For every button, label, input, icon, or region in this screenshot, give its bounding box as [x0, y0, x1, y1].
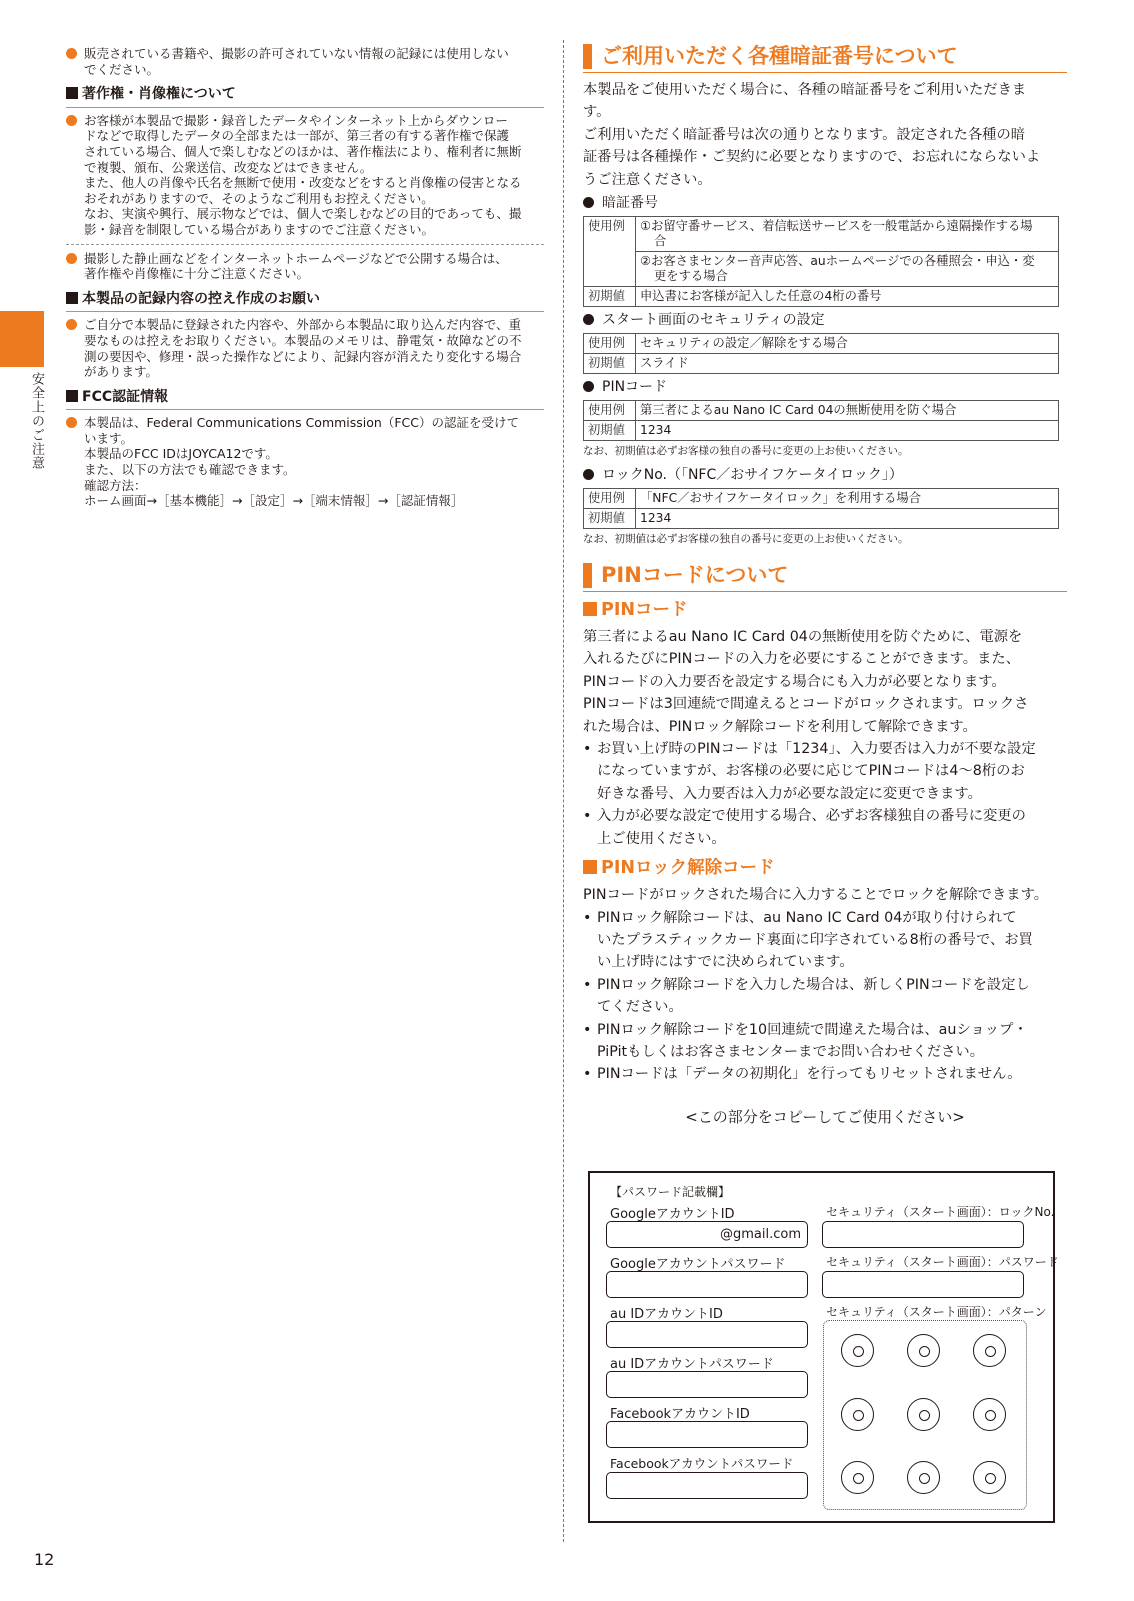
code-label: スタート画面のセキュリティの設定 [583, 310, 1067, 331]
list-item: • PINロック解除コードを10回連続で間違えた場合は、auショップ・ PiPitもしくはお客さまセンターまでお問い合わせください。 [583, 1019, 1067, 1064]
bullet-icon [66, 417, 77, 428]
list-item: 販売されている書籍や、撮影の許可されていない情報の記録には使用しない でください。 [66, 46, 544, 77]
section-heading: 著作権・肖像権について [66, 87, 544, 108]
list-item: 撮影した静止画などをインターネットホームページなどで公開する場合は、 著作権や肖像権に十分ご注意ください。 [66, 251, 544, 282]
google-password-field[interactable] [606, 1271, 808, 1298]
lock-no-field[interactable] [822, 1221, 1024, 1248]
pattern-dot-icon[interactable] [973, 1461, 1006, 1494]
column-divider [563, 40, 564, 1542]
bullet-icon [66, 253, 77, 264]
bullet-icon [583, 314, 594, 325]
pattern-dot-icon[interactable] [841, 1461, 874, 1494]
facebook-id-label: FacebookアカウントID [610, 1407, 750, 1422]
list-item: • PINコードは「データの初期化」を行ってもリセットされません。 [583, 1063, 1067, 1085]
code-label: 暗証番号 [583, 193, 1067, 214]
separator [66, 244, 544, 245]
code-label: PINコード [583, 377, 1067, 398]
code-label: ロックNo.（「NFC／おサイフケータイロック」） [583, 465, 1067, 486]
section-title: PINコードについて [583, 561, 1067, 592]
au-id-label: au IDアカウントID [610, 1307, 723, 1322]
lock-no-label: セキュリティ（スタート画面）：ロックNo. [826, 1205, 1055, 1219]
google-id-label: GoogleアカウントID [610, 1207, 735, 1222]
au-id-field[interactable] [606, 1321, 808, 1348]
section-heading: FCC認証情報 [66, 390, 544, 411]
note: なお、初期値は必ずお客様の独自の番号に変更の上お使いください。 [583, 533, 909, 546]
table-row: 使用例 「NFC／おサイフケータイロック」を利用する場合 [584, 489, 1059, 509]
list-item: お客様が本製品で撮影・録音したデータやインターネット上からダウンロー ドなどで取得したデータの全部または一部が、第三者の有する著作権で保護 されている場合、個人で楽しむなどのほかは、著作権法により、権利者に無断 で複製、頒布、公衆送信、改変などはできません。 また、他人の肖像や氏名を無断で使用・改変などをすると肖像権の侵害となる おそれがありますので、そのようなご利用もお控えください。 なお、実演や興行、展示物などでは、個人で楽しむなどの目的であっても、撮 影・録音を制限している場合がありますのでご注意ください。 [66, 113, 544, 238]
chapter-label: 安全上のご注意 [29, 372, 44, 470]
box-title: 【パスワード記載欄】 [610, 1185, 731, 1199]
facebook-id-field[interactable] [606, 1421, 808, 1448]
table-row: 使用例 ①お留守番サービス、着信転送サービスを一般電話から遠隔操作する場 合 [584, 217, 1059, 252]
code-table [583, 333, 1059, 374]
subsection-title: PINロック解除コード [583, 856, 1067, 880]
pattern-dot-icon[interactable] [973, 1334, 1006, 1367]
table-row: 初期値 申込書にお客様が記入した任意の4桁の番号 [584, 287, 1059, 307]
pattern-dot-icon[interactable] [841, 1334, 874, 1367]
square-icon [583, 860, 597, 874]
screen-password-label: セキュリティ（スタート画面）：パスワード [826, 1255, 1059, 1269]
left-column [66, 46, 544, 513]
screen-password-field[interactable] [822, 1271, 1024, 1298]
list-item: • 入力が必要な設定で使用する場合、必ずお客様独自の番号に変更の 上ご使用ください。 [583, 805, 1067, 850]
facebook-password-field[interactable] [606, 1472, 808, 1499]
list-item: • PINロック解除コードは、au Nano IC Card 04が取り付けられて いたプラスティックカード裏面に印字されている8桁の番号で、お買 い上げ時にはすでに決められています。 [583, 907, 1067, 974]
code-table [583, 216, 1059, 307]
code-table [583, 400, 1059, 441]
google-password-label: Googleアカウントパスワード [610, 1257, 786, 1272]
table-row: 初期値 1234 [584, 421, 1059, 441]
bullet-icon [583, 197, 594, 208]
right-column: ご利用いただく各種暗証番号について 本製品をご使用いただく場合に、各種の暗証番号をご利用いただきま す。 ご利用いただく暗証番号は次の通りとなります。設定された各種の暗 証番号は各種操作・ご契約に必要となりますので、お忘れにならないよ うご注意ください。 暗証番号 使用例 ①お留守番サービス、着信転送サービスを一般電話から遠隔操作する場 合 ②お客さまセンター音声応答、auホームページでの各種照会・申込・変 更をする場合 初期値 申込書にお客様が記入した任意の4桁の番号 スタート画面のセキュリティの設定 使用例 セキュリティの設定／解除をする場合 初期値 スライド PINコード 使用例 第三者によるau Nano IC Card 04の無断使用を防ぐ場合 初期値 1234 なお、初期値は必ずお客様の独自の番号に変更の上お使いください。 ロックNo.（「NFC／おサイフケータイロック」） 使用例 「NFC／おサイフケータイロック」を利用する場合 初期値 1234 なお、初期値は必ずお客様の独自の番号に変更の上お使いください。 PINコードについて PINコード 第三者によるau Nano IC Card 04の無断使用を防ぐために、電源を 入れるたびにPINコードの入力を必要にすることができます。また、 PINコードの入力要否を設定する場合にも入力が必要となります。 PINコードは3回連続で間違えるとコードがロックされます。ロックさ れた場合は、PINロック解除コードを利用して解除できます。 • お買い上げ時のPINコードは「1234」、入力要否は入力が不要な設定 になっていますが、お客様の必要に応じてPINコードは4〜8桁のお 好きな番号、入力要否は入力が必要な設定に変更できます。 • 入力が必要な設定で使用する場合、必ずお客様独自の番号に変更の 上ご使用ください。 PINロック解除コード PINコードがロックされた場合に入力することでロックを解除できます。 • PINロック解除コードは、au Nano IC Card 04が取り付けられて いたプラスティックカード裏面に印字されている8桁の番号で、お買 い上げ時にはすでに決められています。 • PINロック解除コードを入力した場合は、新しくPINコードを設定し てください。 • PINロック解除コードを10回連続で間違えた場合は、auショップ・ PiPitもしくはお客さまセンターまでお問い合わせください。 • PINコードは「データの初期化」を行ってもリセットされません。 <この部分をコピーしてご使用ください> [583, 42, 1067, 1128]
bullet-icon [66, 319, 77, 330]
pattern-dot-icon[interactable] [907, 1398, 940, 1431]
list-item: • PINロック解除コードを入力した場合は、新しくPINコードを設定し てください。 [583, 974, 1067, 1019]
square-icon [66, 390, 78, 402]
pattern-dot-icon[interactable] [907, 1461, 940, 1494]
pattern-dot-icon[interactable] [841, 1398, 874, 1431]
subsection-title: PINコード [583, 598, 1067, 622]
list-item: ご自分で本製品に登録された内容や、外部から本製品に取り込んだ内容で、重 要なものは控えをお取りください。本製品のメモリは、静電気・故障などの不 測の要因や、修理・誤った操作などにより、記録内容が消えたり変化する場合 があります。 [66, 317, 544, 379]
chapter-tab [0, 311, 44, 367]
section-title: ご利用いただく各種暗証番号について [583, 42, 1067, 73]
page-number: 12 [34, 1550, 55, 1569]
list-item: 本製品は、Federal Communications Commission（FCC）の認証を受けて います。 本製品のFCC IDはJOYCA12です。 また、以下の方法でも確認できます。 確認方法： ホーム画面→［基本機能］→［設定］→［端末情報］→［認証情報］ [66, 415, 544, 509]
facebook-password-label: Facebookアカウントパスワード [610, 1456, 794, 1471]
bullet-icon [583, 381, 594, 392]
au-password-field[interactable] [606, 1371, 808, 1398]
table-row: 使用例 セキュリティの設定／解除をする場合 [584, 334, 1059, 354]
google-id-field[interactable]: @gmail.com [606, 1221, 808, 1248]
square-icon [66, 87, 78, 99]
pattern-dot-icon[interactable] [907, 1334, 940, 1367]
list-item: • お買い上げ時のPINコードは「1234」、入力要否は入力が不要な設定 になっていますが、お客様の必要に応じてPINコードは4〜8桁のお 好きな番号、入力要否は入力が必要な設定に変更できます。 [583, 738, 1067, 805]
note: なお、初期値は必ずお客様の独自の番号に変更の上お使いください。 [583, 445, 909, 458]
bullet-icon [66, 48, 77, 59]
section-heading: 本製品の記録内容の控え作成のお願い [66, 292, 544, 313]
bullet-icon [66, 115, 77, 126]
bullet-icon [583, 469, 594, 480]
square-icon [66, 292, 78, 304]
table-row: 初期値 1234 [584, 509, 1059, 529]
pattern-grid[interactable] [823, 1320, 1027, 1510]
pattern-dot-icon[interactable] [973, 1398, 1006, 1431]
password-record-box [588, 1171, 1059, 1523]
square-icon [583, 602, 597, 616]
table-row: 使用例 第三者によるau Nano IC Card 04の無断使用を防ぐ場合 [584, 401, 1059, 421]
au-password-label: au IDアカウントパスワード [610, 1357, 774, 1372]
copy-instruction: <この部分をコピーしてご使用ください> [685, 1107, 965, 1126]
table-row: 初期値 スライド [584, 354, 1059, 374]
code-table [583, 488, 1059, 529]
pattern-label: セキュリティ（スタート画面）：パターン [826, 1305, 1047, 1319]
table-row: ②お客さまセンター音声応答、auホームページでの各種照会・申込・変 更をする場合 [584, 252, 1059, 287]
